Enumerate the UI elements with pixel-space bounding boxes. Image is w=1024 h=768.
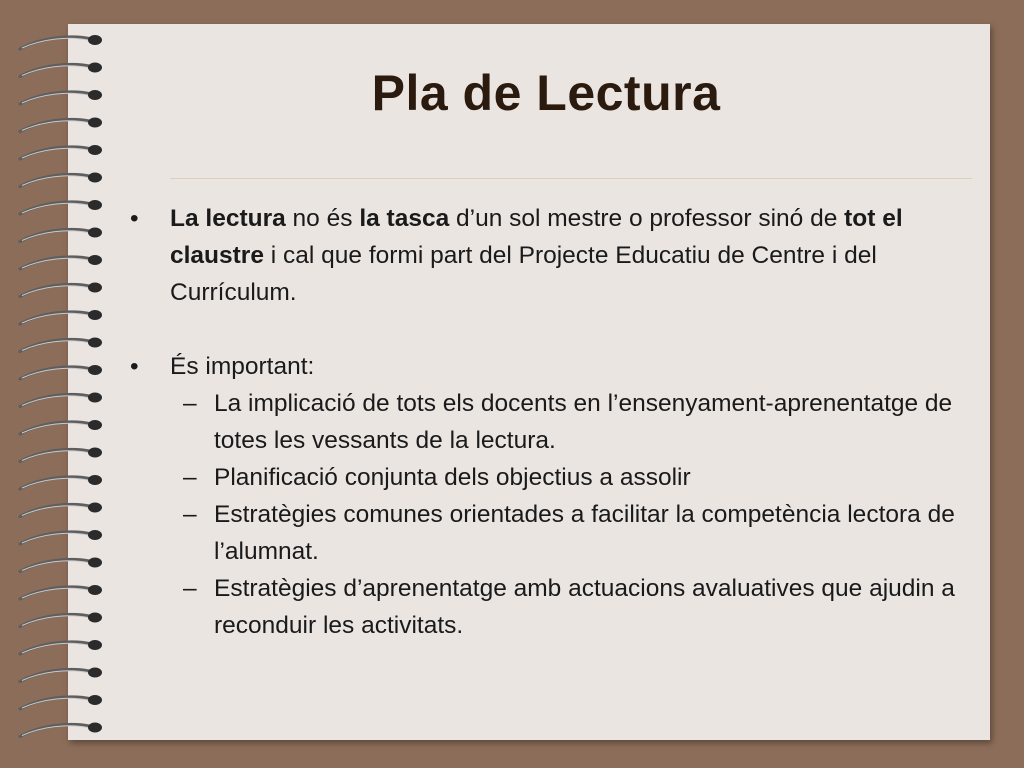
dash-marker: – bbox=[183, 501, 197, 528]
spiral-hole bbox=[88, 310, 102, 320]
spiral-hole bbox=[88, 255, 102, 265]
spiral-hole bbox=[88, 585, 102, 595]
spiral-hole bbox=[88, 640, 102, 650]
bold-text: tot el claustre bbox=[170, 205, 903, 269]
spiral-hole bbox=[88, 613, 102, 623]
plain-text: d’un sol mestre o professor sinó de bbox=[449, 205, 845, 232]
spiral-hole bbox=[88, 173, 102, 183]
spiral-hole bbox=[88, 200, 102, 210]
sub-item-text: Estratègies d’aprenentatge amb actuacions avaluatives que ajudin a reconduir les activitats. bbox=[214, 575, 955, 639]
sub-item-text: Planificació conjunta dels objectius a assolir bbox=[214, 464, 691, 491]
spiral-hole bbox=[88, 145, 102, 155]
spiral-hole bbox=[88, 420, 102, 430]
slide-body bbox=[130, 200, 960, 644]
sub-item-text: La implicació de tots els docents en l’ensenyament-aprenentatge de totes les vessants de la lectura. bbox=[214, 390, 953, 454]
dash-marker: – bbox=[183, 390, 197, 417]
plain-text: no és bbox=[285, 205, 360, 232]
dash-marker: – bbox=[183, 464, 197, 491]
spiral-hole bbox=[88, 283, 102, 293]
spiral-hole bbox=[88, 35, 102, 45]
slide-title: Pla de Lectura bbox=[371, 65, 721, 121]
spiral-hole bbox=[88, 475, 102, 485]
bullet-item bbox=[130, 200, 960, 311]
bullet-marker: • bbox=[130, 205, 139, 232]
spiral-hole bbox=[88, 503, 102, 513]
bold-text: la tasca bbox=[359, 205, 450, 232]
plain-text: i cal que formi part del Projecte Educatiu de Centre i del Currículum. bbox=[170, 242, 877, 306]
bullet-marker: • bbox=[130, 353, 139, 380]
spiral-hole bbox=[88, 668, 102, 678]
spiral-hole bbox=[88, 393, 102, 403]
sub-item bbox=[130, 385, 960, 459]
bullet-item bbox=[130, 348, 960, 385]
sub-item bbox=[130, 496, 960, 570]
spiral-hole bbox=[88, 228, 102, 238]
sub-item bbox=[130, 570, 960, 644]
sub-item bbox=[130, 459, 960, 496]
spiral-hole bbox=[88, 530, 102, 540]
bold-text: La lectura bbox=[170, 205, 286, 232]
bullet-text: És important: bbox=[170, 353, 315, 380]
spiral-hole bbox=[88, 558, 102, 568]
sub-item-text: Estratègies comunes orientades a facilitar la competència lectora de l’alumnat. bbox=[214, 501, 955, 565]
spiral-hole bbox=[88, 338, 102, 348]
bullet-text bbox=[170, 205, 903, 306]
spiral-hole bbox=[88, 448, 102, 458]
spiral-hole bbox=[88, 695, 102, 705]
spiral-hole bbox=[88, 723, 102, 733]
dash-marker: – bbox=[183, 575, 197, 602]
spiral-hole bbox=[88, 365, 102, 375]
title-divider bbox=[170, 178, 972, 179]
